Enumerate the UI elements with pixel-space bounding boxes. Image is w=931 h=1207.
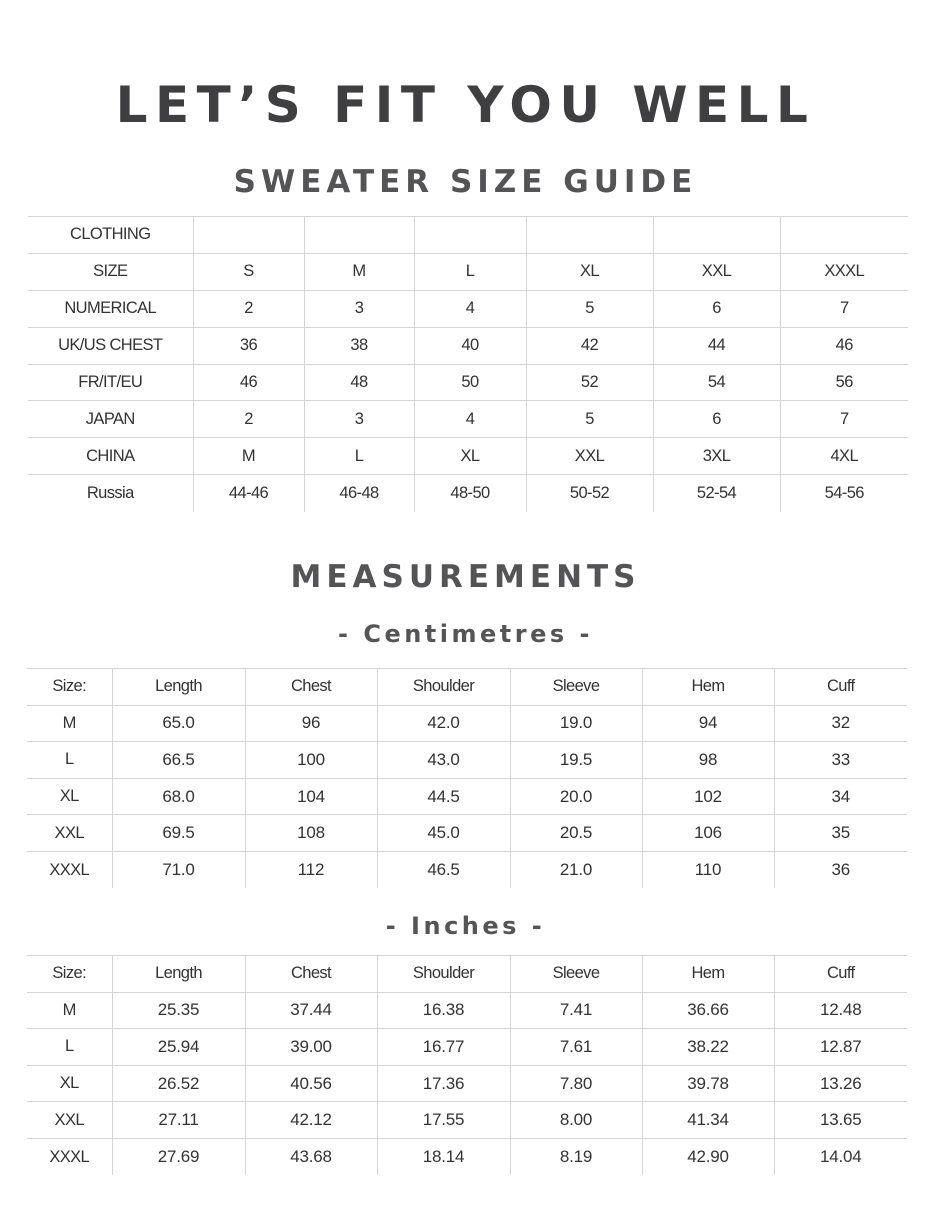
column-header: Chest <box>245 669 377 706</box>
size-cell: 46 <box>193 364 304 401</box>
measurement-cell: 25.94 <box>112 1029 245 1066</box>
table-row <box>27 705 907 742</box>
row-label: FR/IT/EU <box>28 364 193 401</box>
size-cell: 7 <box>780 401 908 438</box>
size-cell: 44 <box>653 327 780 364</box>
column-header: Hem <box>642 956 774 993</box>
size-cell: 4 <box>414 290 526 327</box>
page-title: LET’S FIT YOU WELL <box>115 76 816 134</box>
measurement-cell: 94 <box>642 705 774 742</box>
measurement-cell: 37.44 <box>245 992 377 1029</box>
table-row <box>27 815 907 852</box>
measurement-cell: 110 <box>642 851 774 888</box>
size-cell: 38 <box>304 327 414 364</box>
size-cell: 50 <box>414 364 526 401</box>
measurement-cell: 66.5 <box>112 742 245 779</box>
measurement-cell: 96 <box>245 705 377 742</box>
row-label: NUMERICAL <box>28 290 193 327</box>
measurement-cell: 36 <box>774 851 907 888</box>
size-cell: 44-46 <box>193 475 304 512</box>
measurements-title: MEASUREMENTS <box>290 559 641 595</box>
measurement-cell: 35 <box>774 815 907 852</box>
measurement-cell: 18.14 <box>377 1138 510 1175</box>
size-cell: S <box>193 253 304 290</box>
row-label: CLOTHING <box>28 217 193 254</box>
size-guide-title: SWEATER SIZE GUIDE <box>233 164 698 200</box>
measurement-cell: 7.61 <box>510 1029 642 1066</box>
size-guide-table <box>28 216 908 512</box>
measurement-cell: 38.22 <box>642 1029 774 1066</box>
table-row <box>27 992 907 1029</box>
column-header: Size: <box>27 956 112 993</box>
column-header: Shoulder <box>377 956 510 993</box>
size-cell: 3XL <box>653 438 780 475</box>
size-guide-row <box>28 475 908 512</box>
size-cell: 5 <box>526 401 653 438</box>
measurement-cell: 27.69 <box>112 1138 245 1175</box>
measurement-cell: 26.52 <box>112 1065 245 1102</box>
size-cell: 6 <box>653 401 780 438</box>
measurement-cell: 17.55 <box>377 1102 510 1139</box>
table-row <box>27 778 907 815</box>
table-row <box>27 1029 907 1066</box>
size-label: M <box>27 992 112 1029</box>
measurement-cell: 19.0 <box>510 705 642 742</box>
table-row <box>27 1102 907 1139</box>
measurement-cell: 69.5 <box>112 815 245 852</box>
size-cell: 48-50 <box>414 475 526 512</box>
size-cell <box>193 217 304 254</box>
measurement-cell: 12.87 <box>774 1029 907 1066</box>
size-cell <box>414 217 526 254</box>
measurement-cell: 108 <box>245 815 377 852</box>
size-cell <box>304 217 414 254</box>
row-label: UK/US CHEST <box>28 327 193 364</box>
size-label: XL <box>27 778 112 815</box>
measurement-cell: 20.5 <box>510 815 642 852</box>
size-label: XXXL <box>27 1138 112 1175</box>
measurement-cell: 32 <box>774 705 907 742</box>
size-cell: XXL <box>526 438 653 475</box>
header-row <box>27 669 907 706</box>
table-row <box>27 742 907 779</box>
size-cell: 42 <box>526 327 653 364</box>
measurement-cell: 100 <box>245 742 377 779</box>
size-guide-row <box>28 217 908 254</box>
measurement-cell: 39.00 <box>245 1029 377 1066</box>
measurement-cell: 16.77 <box>377 1029 510 1066</box>
measurement-cell: 65.0 <box>112 705 245 742</box>
size-cell: 4XL <box>780 438 908 475</box>
size-guide-row <box>28 290 908 327</box>
measurement-cell: 104 <box>245 778 377 815</box>
measurement-cell: 102 <box>642 778 774 815</box>
size-cell: XXL <box>653 253 780 290</box>
size-cell: XL <box>414 438 526 475</box>
size-cell: 56 <box>780 364 908 401</box>
size-cell: 36 <box>193 327 304 364</box>
measurement-cell: 46.5 <box>377 851 510 888</box>
size-cell: 54 <box>653 364 780 401</box>
size-cell: 2 <box>193 401 304 438</box>
measurement-cell: 42.12 <box>245 1102 377 1139</box>
size-cell: 52 <box>526 364 653 401</box>
measurement-cell: 36.66 <box>642 992 774 1029</box>
size-cell: 46-48 <box>304 475 414 512</box>
table-row <box>27 851 907 888</box>
size-cell: XL <box>526 253 653 290</box>
size-cell: 54-56 <box>780 475 908 512</box>
size-cell: 4 <box>414 401 526 438</box>
measurement-cell: 40.56 <box>245 1065 377 1102</box>
measurement-cell: 7.41 <box>510 992 642 1029</box>
column-header: Chest <box>245 956 377 993</box>
column-header: Cuff <box>774 956 907 993</box>
size-cell: 50-52 <box>526 475 653 512</box>
measurement-cell: 7.80 <box>510 1065 642 1102</box>
measurement-cell: 34 <box>774 778 907 815</box>
size-cell: 40 <box>414 327 526 364</box>
size-cell: 6 <box>653 290 780 327</box>
size-cell <box>526 217 653 254</box>
measurement-cell: 25.35 <box>112 992 245 1029</box>
measurement-cell: 44.5 <box>377 778 510 815</box>
size-cell: XXXL <box>780 253 908 290</box>
size-guide-row <box>28 327 908 364</box>
size-cell <box>780 217 908 254</box>
column-header: Hem <box>642 669 774 706</box>
column-header: Shoulder <box>377 669 510 706</box>
size-cell: M <box>304 253 414 290</box>
measurement-cell: 68.0 <box>112 778 245 815</box>
centimetres-title: - Centimetres - <box>338 620 593 648</box>
measurement-cell: 14.04 <box>774 1138 907 1175</box>
measurement-cell: 33 <box>774 742 907 779</box>
measurement-cell: 19.5 <box>510 742 642 779</box>
size-cell: 3 <box>304 401 414 438</box>
column-header: Size: <box>27 669 112 706</box>
size-guide-row <box>28 401 908 438</box>
column-header: Sleeve <box>510 956 642 993</box>
measurement-cell: 8.19 <box>510 1138 642 1175</box>
size-cell: M <box>193 438 304 475</box>
size-cell: 46 <box>780 327 908 364</box>
row-label: SIZE <box>28 253 193 290</box>
measurement-cell: 45.0 <box>377 815 510 852</box>
measurement-cell: 71.0 <box>112 851 245 888</box>
measurement-cell: 8.00 <box>510 1102 642 1139</box>
size-cell: 48 <box>304 364 414 401</box>
measurement-cell: 43.68 <box>245 1138 377 1175</box>
row-label: Russia <box>28 475 193 512</box>
size-cell: 3 <box>304 290 414 327</box>
measurement-cell: 13.65 <box>774 1102 907 1139</box>
measurement-cell: 17.36 <box>377 1065 510 1102</box>
size-label: XXL <box>27 1102 112 1139</box>
measurement-cell: 21.0 <box>510 851 642 888</box>
measurement-cell: 42.90 <box>642 1138 774 1175</box>
size-cell <box>653 217 780 254</box>
size-cell: L <box>414 253 526 290</box>
inches-title: - Inches - <box>385 912 546 940</box>
size-cell: 5 <box>526 290 653 327</box>
size-cell: L <box>304 438 414 475</box>
column-header: Length <box>112 956 245 993</box>
column-header: Sleeve <box>510 669 642 706</box>
size-label: XXXL <box>27 851 112 888</box>
row-label: JAPAN <box>28 401 193 438</box>
size-label: XL <box>27 1065 112 1102</box>
measurement-cell: 43.0 <box>377 742 510 779</box>
measurement-cell: 39.78 <box>642 1065 774 1102</box>
column-header: Cuff <box>774 669 907 706</box>
size-label: L <box>27 1029 112 1066</box>
measurement-cell: 20.0 <box>510 778 642 815</box>
column-header: Length <box>112 669 245 706</box>
size-guide-row <box>28 253 908 290</box>
row-label: CHINA <box>28 438 193 475</box>
inches-table <box>27 955 907 1175</box>
header-row <box>27 956 907 993</box>
measurement-cell: 12.48 <box>774 992 907 1029</box>
size-cell: 7 <box>780 290 908 327</box>
measurement-cell: 42.0 <box>377 705 510 742</box>
size-cell: 2 <box>193 290 304 327</box>
table-row <box>27 1138 907 1175</box>
centimetres-table <box>27 668 907 888</box>
size-label: XXL <box>27 815 112 852</box>
measurement-cell: 13.26 <box>774 1065 907 1102</box>
size-guide-row <box>28 364 908 401</box>
measurement-cell: 106 <box>642 815 774 852</box>
measurement-cell: 27.11 <box>112 1102 245 1139</box>
measurement-cell: 16.38 <box>377 992 510 1029</box>
size-cell: 52-54 <box>653 475 780 512</box>
measurement-cell: 41.34 <box>642 1102 774 1139</box>
size-guide-row <box>28 438 908 475</box>
size-label: L <box>27 742 112 779</box>
size-label: M <box>27 705 112 742</box>
measurement-cell: 98 <box>642 742 774 779</box>
measurement-cell: 112 <box>245 851 377 888</box>
table-row <box>27 1065 907 1102</box>
